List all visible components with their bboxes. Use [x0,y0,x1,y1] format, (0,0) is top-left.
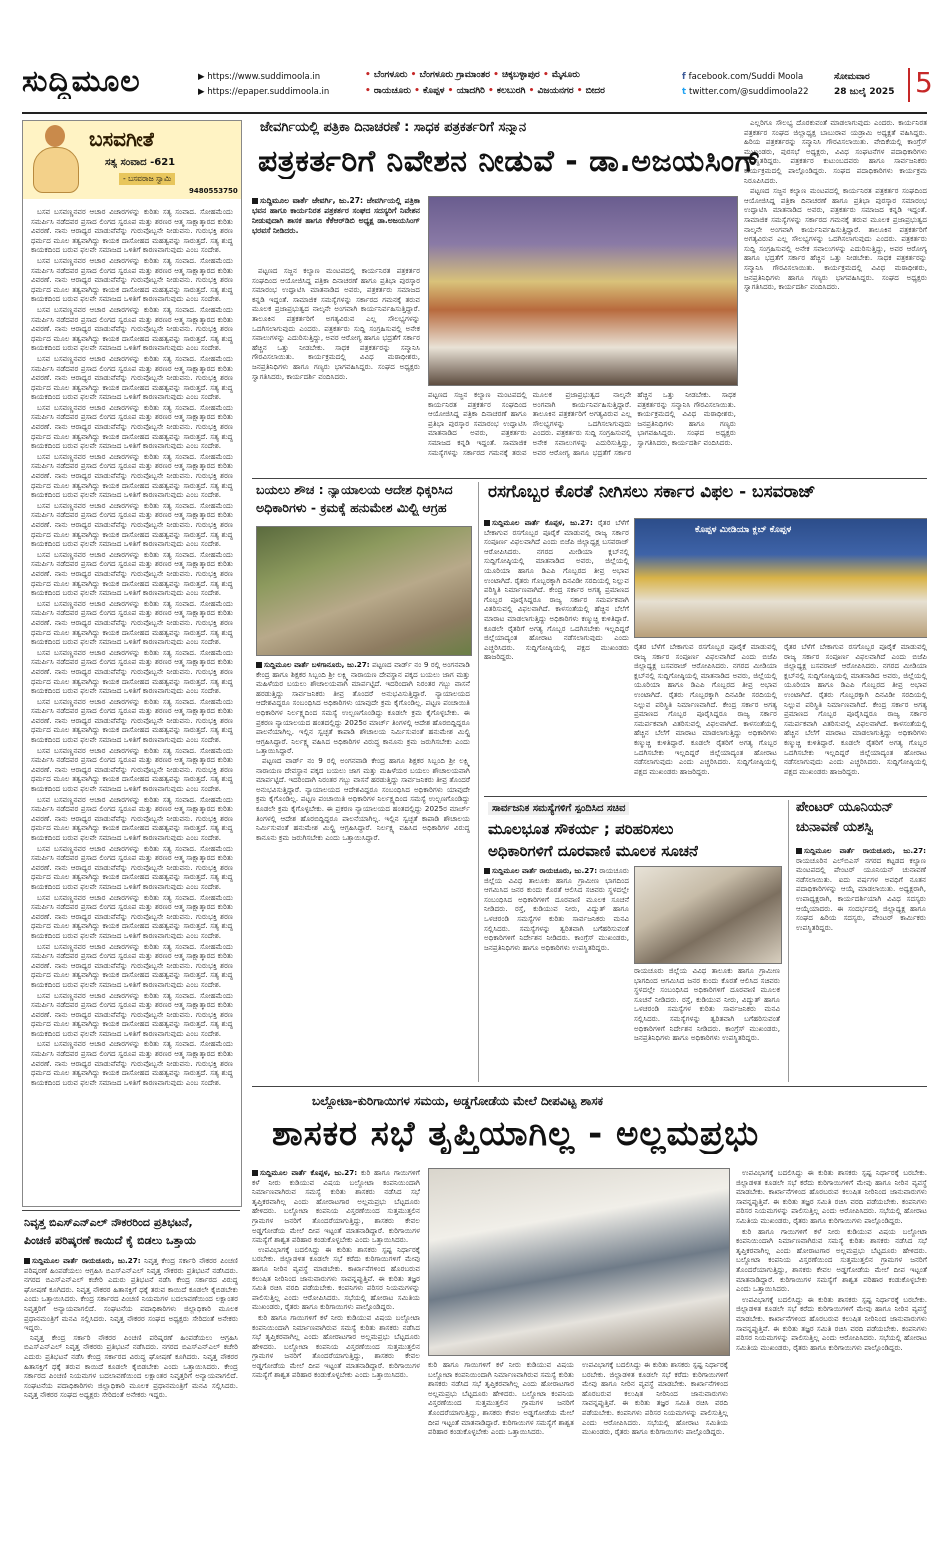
top-lede: ಸುದ್ದಿಮೂಲ ವಾರ್ತೆ ಜೇವರ್ಗಿ, ಜು.27: ಜೇವರ್ಗಿಯಲ್ಲಿ ಪತ್ರಿಕಾ ಭವನ ಹಾಗೂ ಕಾರ್ಯನಿರತ ಪತ್ರಕರ್ತರ ಸಂಘದ ಸದಸ್ಯರಿಗೆ ನಿವೇಶನ ನೀಡುವುದಾಗಿ ಶಾಸಕ ಹಾಗೂ ಕೆಕೆಆರ್‌ಡಿಬಿ ಅಧ್ಯಕ್ಷ ಡಾ.ಅಜಯಸಿಂಗ್ ಭರವಸೆ ನೀಡಿದರು. [252,196,420,235]
masthead-links [198,70,329,100]
nav-item[interactable]: ಬೆಂಗಳೂರು [373,70,408,80]
top-kicker: ಜೇವರ್ಗಿಯಲ್ಲಿ ಪತ್ರಿಕಾ ದಿನಾಚರಣೆ : ಸಾಧಕ ಪತ್ರಕರ್ತರಿಗೆ ಸನ್ಮಾನ [260,120,527,135]
mid-left-kicker: ಬಯಲು ಶೌಚ : ನ್ಯಾಯಾಲಯ ಆದೇಶ ಧಿಕ್ಕರಿಸಿದ [256,482,453,497]
mid-right-body-col3: ರೈತರ ಬೆಳೆಗೆ ಬೇಕಾಗುವ ರಸಗೊಬ್ಬರ ಪೂರೈಕೆ ಮಾಡುವಲ್ಲಿ ರಾಜ್ಯ ಸರ್ಕಾರ ಸಂಪೂರ್ಣ ವಿಫಲವಾಗಿದೆ ಎಂದು ಬಿಜೆಪಿ ಜಿಲ್ಲಾಧ್ಯಕ್ಷ ಬಸವರಾಜ್ ಆರೋಪಿಸಿದರು. ನಗರದ ಮೀಡಿಯಾ ಕ್ಲಬ್‌ನಲ್ಲಿ ಸುದ್ದಿಗೋಷ್ಠಿಯಲ್ಲಿ ಮಾತನಾಡಿದ ಅವರು, ಜಿಲ್ಲೆಯಲ್ಲಿ ಯೂರಿಯಾ ಹಾಗೂ ಡಿಎಪಿ ಗೊಬ್ಬರದ ತೀವ್ರ ಅಭಾವ ಉಂಟಾಗಿದೆ. ರೈತರು ಗೊಬ್ಬರಕ್ಕಾಗಿ ದಿನವಿಡೀ ಸರದಿಯಲ್ಲಿ ನಿಲ್ಲುವ ಪರಿಸ್ಥಿತಿ ನಿರ್ಮಾಣವಾಗಿದೆ. ಕೇಂದ್ರ ಸರ್ಕಾರ ಅಗತ್ಯ ಪ್ರಮಾಣದ ಗೊಬ್ಬರ ಪೂರೈಸಿದ್ದರೂ ರಾಜ್ಯ ಸರ್ಕಾರ ಸಮರ್ಪಕವಾಗಿ ವಿತರಿಸುವಲ್ಲಿ ವಿಫಲವಾಗಿದೆ. ಕಾಳಸಂತೆಯಲ್ಲಿ ಹೆಚ್ಚಿನ ಬೆಲೆಗೆ ಮಾರಾಟ ಮಾಡಲಾಗುತ್ತಿದ್ದು ಅಧಿಕಾರಿಗಳು ಕಣ್ಮುಚ್ಚಿ ಕುಳಿತಿದ್ದಾರೆ. ಕೂಡಲೇ ರೈತರಿಗೆ ಅಗತ್ಯ ಗೊಬ್ಬರ ಒದಗಿಸಬೇಕು ಇಲ್ಲದಿದ್ದರೆ ಜಿಲ್ಲೆಯಾದ್ಯಂತ ಹೋರಾಟ ನಡೆಸಲಾಗುವುದು ಎಂದು ಎಚ್ಚರಿಸಿದರು. ಸುದ್ದಿಗೋಷ್ಠಿಯಲ್ಲಿ ಪಕ್ಷದ ಮುಖಂಡರು ಹಾಜರಿದ್ದರು. [784,642,927,776]
day-label: ಸೋಮವಾರ [834,72,870,82]
mid-left-headline: ಅಧಿಕಾರಿಗಳು - ಕ್ರಮಕ್ಕೆ ಹನುಮೇಶ ಮಿಲ್ಟ್ರಿ ಆಗ್ರಹ [256,500,447,515]
media-club-banner: ಕೊಪ್ಪಳ ಮೀಡಿಯಾ ಕ್ಲಬ್ ಕೊಪ್ಪಳ [695,525,792,535]
website-link[interactable]: ▶ https://www.suddimoola.in [198,72,321,82]
date-block [834,70,894,100]
basava-author: - ಬಸವರಾಜ ಸ್ವಾಮಿ [119,173,175,185]
nav-item[interactable]: ಬೆಂಗಳೂರು ಗ್ರಾಮಾಂತರ [419,70,490,80]
section-rule [252,1086,927,1087]
amenities-body-left: ಸುದ್ದಿಮೂಲ ವಾರ್ತೆ ರಾಯಚೂರು, ಜು.27: ರಾಯಚೂರು ಜಿಲ್ಲೆಯ ವಿವಿಧ ತಾಲೂಕು ಹಾಗೂ ಗ್ರಾಮೀಣ ಭಾಗದಿಂದ ಆಗಮಿಸಿದ ಜನರ ಕುಂದು ಕೊರತೆ ಆಲಿಸಿದ ಸಚಿವರು ಸ್ಥಳದಲ್ಲೇ ಸಂಬಂಧಿಸಿದ ಅಧಿಕಾರಿಗಳಿಗೆ ದೂರವಾಣಿ ಮೂಲಕ ಸೂಚನೆ ನೀಡಿದರು. ರಸ್ತೆ, ಕುಡಿಯುವ ನೀರು, ವಿದ್ಯುತ್ ಹಾಗೂ ಒಳಚರಂಡಿ ಸಮಸ್ಯೆಗಳ ಕುರಿತು ಸಾರ್ವಜನಿಕರು ಮನವಿ ಸಲ್ಲಿಸಿದರು. ಸಮಸ್ಯೆಗಳನ್ನು ತ್ವರಿತವಾಗಿ ಬಗೆಹರಿಸುವಂತೆ ಅಧಿಕಾರಿಗಳಿಗೆ ನಿರ್ದೇಶನ ನೀಡಿದರು. ಕಾಂಗ್ರೆಸ್ ಮುಖಂಡರು, ಜನಪ್ರತಿನಿಧಿಗಳು ಹಾಗೂ ಅಧಿಕಾರಿಗಳು ಉಪಸ್ಥಿತರಿದ್ದರು. [484,866,629,952]
top-body-right: ಎಲ್ಲರಿಗೂ ಸೌಲಭ್ಯ ದೊರಕುವಂತೆ ಮಾಡಲಾಗುವುದು ಎಂದರು. ಕಾರ್ಯನಿರತ ಪತ್ರಕರ್ತರ ಸಂಘದ ಜಿಲ್ಲಾಧ್ಯಕ್ಷ ಬಾಬುರಾವ ಯಡ್ರಾಮಿ ಅಧ್ಯಕ್ಷತೆ ವಹಿಸಿದ್ದರು. ಹಿರಿಯ ಪತ್ರಕರ್ತರನ್ನು ಸನ್ಮಾನಿಸಿ ಗೌರವಿಸಲಾಯಿತು. ವೇದಿಕೆಯಲ್ಲಿ ಕಾಂಗ್ರೆಸ್ ಮುಖಂಡರು, ಪುರಸಭೆ ಅಧ್ಯಕ್ಷರು, ವಿವಿಧ ಸಂಘಟನೆಗಳ ಪದಾಧಿಕಾರಿಗಳು ಉಪಸ್ಥಿತರಿದ್ದರು. ಪತ್ರಕರ್ತರ ಕುಟುಂಬದವರು ಹಾಗೂ ಸಾರ್ವಜನಿಕರು ಕಾರ್ಯಕ್ರಮದಲ್ಲಿ ಪಾಲ್ಗೊಂಡಿದ್ದರು. ಸಂಘದ ಪದಾಧಿಕಾರಿಗಳು ಕಾರ್ಯಕ್ರಮ ನಿರೂಪಿಸಿದರು. ಪಟ್ಟಣದ ಸಜ್ಜನ ಕಲ್ಯಾಣ ಮಂಟಪದಲ್ಲಿ ಕಾರ್ಯನಿರತ ಪತ್ರಕರ್ತರ ಸಂಘದಿಂದ ಆಯೋಜಿಸಿದ್ದ ಪತ್ರಿಕಾ ದಿನಾಚರಣೆ ಹಾಗೂ ಪ್ರತಿಭಾ ಪುರಸ್ಕಾರ ಸಮಾರಂಭ ಉದ್ಘಾಟಿಸಿ ಮಾತನಾಡಿದ ಅವರು, ಪತ್ರಕರ್ತರು ಸಮಾಜದ ಕನ್ನಡಿ ಇದ್ದಂತೆ. ಸಾಮಾಜಿಕ ಸಮಸ್ಯೆಗಳನ್ನು ಸರ್ಕಾರದ ಗಮನಕ್ಕೆ ತರುವ ಮೂಲಕ ಪ್ರಜಾಪ್ರಭುತ್ವದ ನಾಲ್ಕನೇ ಅಂಗವಾಗಿ ಕಾರ್ಯನಿರ್ವಹಿಸುತ್ತಿದ್ದಾರೆ. ತಾಲೂಕಿನ ಪತ್ರಕರ್ತರಿಗೆ ಅಗತ್ಯವಿರುವ ಎಲ್ಲ ಸೌಲಭ್ಯಗಳನ್ನು ಒದಗಿಸಲಾಗುವುದು ಎಂದರು. ಪತ್ರಕರ್ತರು ಸುದ್ದಿ ಸಂಗ್ರಹಿಸುವಲ್ಲಿ ಅನೇಕ ಸವಾಲುಗಳನ್ನು ಎದುರಿಸುತ್ತಿದ್ದು, ಅವರ ಆರೋಗ್ಯ ಹಾಗೂ ಭದ್ರತೆಗೆ ಸರ್ಕಾರ ಹೆಚ್ಚಿನ ಒತ್ತು ನೀಡಬೇಕು. ಸಾಧಕ ಪತ್ರಕರ್ತರನ್ನು ಸನ್ಮಾನಿಸಿ ಗೌರವಿಸಲಾಯಿತು. ಕಾರ್ಯಕ್ರಮದಲ್ಲಿ ವಿವಿಧ ಮಠಾಧೀಶರು, ಜನಪ್ರತಿನಿಧಿಗಳು ಹಾಗೂ ಗಣ್ಯರು ಭಾಗವಹಿಸಿದ್ದರು. ಸಂಘದ ಅಧ್ಯಕ್ಷರು ಸ್ವಾಗತಿಸಿದರು, ಕಾರ್ಯದರ್ಶಿ ವಂದಿಸಿದರು. [744,118,927,292]
amenities-body-right: ರಾಯಚೂರು ಜಿಲ್ಲೆಯ ವಿವಿಧ ತಾಲೂಕು ಹಾಗೂ ಗ್ರಾಮೀಣ ಭಾಗದಿಂದ ಆಗಮಿಸಿದ ಜನರ ಕುಂದು ಕೊರತೆ ಆಲಿಸಿದ ಸಚಿವರು ಸ್ಥಳದಲ್ಲೇ ಸಂಬಂಧಿಸಿದ ಅಧಿಕಾರಿಗಳಿಗೆ ದೂರವಾಣಿ ಮೂಲಕ ಸೂಚನೆ ನೀಡಿದರು. ರಸ್ತೆ, ಕುಡಿಯುವ ನೀರು, ವಿದ್ಯುತ್ ಹಾಗೂ ಒಳಚರಂಡಿ ಸಮಸ್ಯೆಗಳ ಕುರಿತು ಸಾರ್ವಜನಿಕರು ಮನವಿ ಸಲ್ಲಿಸಿದರು. ಸಮಸ್ಯೆಗಳನ್ನು ತ್ವರಿತವಾಗಿ ಬಗೆಹರಿಸುವಂತೆ ಅಧಿಕಾರಿಗಳಿಗೆ ನಿರ್ದೇಶನ ನೀಡಿದರು. ಕಾಂಗ್ರೆಸ್ ಮುಖಂಡರು, ಜನಪ್ರತಿನಿಧಿಗಳು ಹಾಗೂ ಅಧಿಕಾರಿಗಳು ಉಪಸ್ಥಿತರಿದ್ದರು. [634,966,780,1043]
bsnl-article [22,1214,240,1524]
link-icon: ▶ [198,87,208,97]
masthead-bar [22,60,933,110]
facebook-icon: f [682,72,689,82]
nav-row-1: • ಬೆಂಗಳೂರು • ಬೆಂಗಳೂರು ಗ್ರಾಮಾಂತರ • ಚಿಕ್ಕಬಳ್ಳಾಪುರ • ಮೈಸೂರು [365,70,580,80]
amenities-headline-2: ಅಧಿಕಾರಿಗಳಿಗೆ ದೂರವಾಣಿ ಮೂಲಕ ಸೂಚನೆ [488,842,698,860]
amenities-article [484,800,784,1082]
basava-body: ಬಸವ ಬಸವಣ್ಣನವರ ಆಚಾರ ವಿಚಾರಗಳನ್ನು ಕುರಿತು ಸತ್ಯ ಸಂವಾದ. ಸೋಹಮೆಂದು ಸಮರ್ಪಿಸಿ ನಡೆದವರ ಪ್ರಸಾದ ಲಿಂಗದ ಸ್ವರೂಪ ಮತ್ತು ಶರಣರ ಆತ್ಮ ಸಾಕ್ಷಾತ್ಕಾರದ ಕುರಿತು ವಿವರಣೆ. ನಾನು ಆರಾಧ್ಯರ ಮಾಡುವೆವೆನ್ನು ಗುರುವೊಬ್ಬನೇ ನೀಡುವನು. ಗುರುಭಕ್ತಿ ಶರಣ ಧರ್ಮದ ಮೂಲ ತತ್ವವಾಗಿದ್ದು ಕಾಯಕ ದಾಸೋಹದ ಮಹತ್ವವನ್ನು ಸಾರುತ್ತದೆ. ಸತ್ಯ ಶುದ್ಧ ಕಾಯಕದಿಂದ ಬರುವ ಫಲವೇ ಸಮಾಜದ ಒಳಿತಿಗೆ ಕಾರಣವಾಗುವುದು ಎಂಬ ಸಂದೇಶ. ಬಸವ ಬಸವಣ್ಣನವರ ಆಚಾರ ವಿಚಾರಗಳನ್ನು ಕುರಿತು ಸತ್ಯ ಸಂವಾದ. ಸೋಹಮೆಂದು ಸಮರ್ಪಿಸಿ ನಡೆದವರ ಪ್ರಸಾದ ಲಿಂಗದ ಸ್ವರೂಪ ಮತ್ತು ಶರಣರ ಆತ್ಮ ಸಾಕ್ಷಾತ್ಕಾರದ ಕುರಿತು ವಿವರಣೆ. ನಾನು ಆರಾಧ್ಯರ ಮಾಡುವೆವೆನ್ನು ಗುರುವೊಬ್ಬನೇ ನೀಡುವನು. ಗುರುಭಕ್ತಿ ಶರಣ ಧರ್ಮದ ಮೂಲ ತತ್ವವಾಗಿದ್ದು ಕಾಯಕ ದಾಸೋಹದ ಮಹತ್ವವನ್ನು ಸಾರುತ್ತದೆ. ಸತ್ಯ ಶುದ್ಧ ಕಾಯಕದಿಂದ ಬರುವ ಫಲವೇ ಸಮಾಜದ ಒಳಿತಿಗೆ ಕಾರಣವಾಗುವುದು ಎಂಬ ಸಂದೇಶ. ಬಸವ ಬಸವಣ್ಣನವರ ಆಚಾರ ವಿಚಾರಗಳನ್ನು ಕುರಿತು ಸತ್ಯ ಸಂವಾದ. ಸೋಹಮೆಂದು ಸಮರ್ಪಿಸಿ ನಡೆದವರ ಪ್ರಸಾದ ಲಿಂಗದ ಸ್ವರೂಪ ಮತ್ತು ಶರಣರ ಆತ್ಮ ಸಾಕ್ಷಾತ್ಕಾರದ ಕುರಿತು ವಿವರಣೆ. ನಾನು ಆರಾಧ್ಯರ ಮಾಡುವೆವೆನ್ನು ಗುರುವೊಬ್ಬನೇ ನೀಡುವನು. ಗುರುಭಕ್ತಿ ಶರಣ ಧರ್ಮದ ಮೂಲ ತತ್ವವಾಗಿದ್ದು ಕಾಯಕ ದಾಸೋಹದ ಮಹತ್ವವನ್ನು ಸಾರುತ್ತದೆ. ಸತ್ಯ ಶುದ್ಧ ಕಾಯಕದಿಂದ ಬರುವ ಫಲವೇ ಸಮಾಜದ ಒಳಿತಿಗೆ ಕಾರಣವಾಗುವುದು ಎಂಬ ಸಂದೇಶ. ಬಸವ ಬಸವಣ್ಣನವರ ಆಚಾರ ವಿಚಾರಗಳನ್ನು ಕುರಿತು ಸತ್ಯ ಸಂವಾದ. ಸೋಹಮೆಂದು ಸಮರ್ಪಿಸಿ ನಡೆದವರ ಪ್ರಸಾದ ಲಿಂಗದ ಸ್ವರೂಪ ಮತ್ತು ಶರಣರ ಆತ್ಮ ಸಾಕ್ಷಾತ್ಕಾರದ ಕುರಿತು ವಿವರಣೆ. ನಾನು ಆರಾಧ್ಯರ ಮಾಡುವೆವೆನ್ನು ಗುರುವೊಬ್ಬನೇ ನೀಡುವನು. ಗುರುಭಕ್ತಿ ಶರಣ ಧರ್ಮದ ಮೂಲ ತತ್ವವಾಗಿದ್ದು ಕಾಯಕ ದಾಸೋಹದ ಮಹತ್ವವನ್ನು ಸಾರುತ್ತದೆ. ಸತ್ಯ ಶುದ್ಧ ಕಾಯಕದಿಂದ ಬರುವ ಫಲವೇ ಸಮಾಜದ ಒಳಿತಿಗೆ ಕಾರಣವಾಗುವುದು ಎಂಬ ಸಂದೇಶ. ಬಸವ ಬಸವಣ್ಣನವರ ಆಚಾರ ವಿಚಾರಗಳನ್ನು ಕುರಿತು ಸತ್ಯ ಸಂವಾದ. ಸೋಹಮೆಂದು ಸಮರ್ಪಿಸಿ ನಡೆದವರ ಪ್ರಸಾದ ಲಿಂಗದ ಸ್ವರೂಪ ಮತ್ತು ಶರಣರ ಆತ್ಮ ಸಾಕ್ಷಾತ್ಕಾರದ ಕುರಿತು ವಿವರಣೆ. ನಾನು ಆರಾಧ್ಯರ ಮಾಡುವೆವೆನ್ನು ಗುರುವೊಬ್ಬನೇ ನೀಡುವನು. ಗುರುಭಕ್ತಿ ಶರಣ ಧರ್ಮದ ಮೂಲ ತತ್ವವಾಗಿದ್ದು ಕಾಯಕ ದಾಸೋಹದ ಮಹತ್ವವನ್ನು ಸಾರುತ್ತದೆ. ಸತ್ಯ ಶುದ್ಧ ಕಾಯಕದಿಂದ ಬರುವ ಫಲವೇ ಸಮಾಜದ ಒಳಿತಿಗೆ ಕಾರಣವಾಗುವುದು ಎಂಬ ಸಂದೇಶ. ಬಸವ ಬಸವಣ್ಣನವರ ಆಚಾರ ವಿಚಾರಗಳನ್ನು ಕುರಿತು ಸತ್ಯ ಸಂವಾದ. ಸೋಹಮೆಂದು ಸಮರ್ಪಿಸಿ ನಡೆದವರ ಪ್ರಸಾದ ಲಿಂಗದ ಸ್ವರೂಪ ಮತ್ತು ಶರಣರ ಆತ್ಮ ಸಾಕ್ಷಾತ್ಕಾರದ ಕುರಿತು ವಿವರಣೆ. ನಾನು ಆರಾಧ್ಯರ ಮಾಡುವೆವೆನ್ನು ಗುರುವೊಬ್ಬನೇ ನೀಡುವನು. ಗುರುಭಕ್ತಿ ಶರಣ ಧರ್ಮದ ಮೂಲ ತತ್ವವಾಗಿದ್ದು ಕಾಯಕ ದಾಸೋಹದ ಮಹತ್ವವನ್ನು ಸಾರುತ್ತದೆ. ಸತ್ಯ ಶುದ್ಧ ಕಾಯಕದಿಂದ ಬರುವ ಫಲವೇ ಸಮಾಜದ ಒಳಿತಿಗೆ ಕಾರಣವಾಗುವುದು ಎಂಬ ಸಂದೇಶ. ಬಸವ ಬಸವಣ್ಣನವರ ಆಚಾರ ವಿಚಾರಗಳನ್ನು ಕುರಿತು ಸತ್ಯ ಸಂವಾದ. ಸೋಹಮೆಂದು ಸಮರ್ಪಿಸಿ ನಡೆದವರ ಪ್ರಸಾದ ಲಿಂಗದ ಸ್ವರೂಪ ಮತ್ತು ಶರಣರ ಆತ್ಮ ಸಾಕ್ಷಾತ್ಕಾರದ ಕುರಿತು ವಿವರಣೆ. ನಾನು ಆರಾಧ್ಯರ ಮಾಡುವೆವೆನ್ನು ಗುರುವೊಬ್ಬನೇ ನೀಡುವನು. ಗುರುಭಕ್ತಿ ಶರಣ ಧರ್ಮದ ಮೂಲ ತತ್ವವಾಗಿದ್ದು ಕಾಯಕ ದಾಸೋಹದ ಮಹತ್ವವನ್ನು ಸಾರುತ್ತದೆ. ಸತ್ಯ ಶುದ್ಧ ಕಾಯಕದಿಂದ ಬರುವ ಫಲವೇ ಸಮಾಜದ ಒಳಿತಿಗೆ ಕಾರಣವಾಗುವುದು ಎಂಬ ಸಂದೇಶ. ಬಸವ ಬಸವಣ್ಣನವರ ಆಚಾರ ವಿಚಾರಗಳನ್ನು ಕುರಿತು ಸತ್ಯ ಸಂವಾದ. ಸೋಹಮೆಂದು ಸಮರ್ಪಿಸಿ ನಡೆದವರ ಪ್ರಸಾದ ಲಿಂಗದ ಸ್ವರೂಪ ಮತ್ತು ಶರಣರ ಆತ್ಮ ಸಾಕ್ಷಾತ್ಕಾರದ ಕುರಿತು ವಿವರಣೆ. ನಾನು ಆರಾಧ್ಯರ ಮಾಡುವೆವೆನ್ನು ಗುರುವೊಬ್ಬನೇ ನೀಡುವನು. ಗುರುಭಕ್ತಿ ಶರಣ ಧರ್ಮದ ಮೂಲ ತತ್ವವಾಗಿದ್ದು ಕಾಯಕ ದಾಸೋಹದ ಮಹತ್ವವನ್ನು ಸಾರುತ್ತದೆ. ಸತ್ಯ ಶುದ್ಧ ಕಾಯಕದಿಂದ ಬರುವ ಫಲವೇ ಸಮಾಜದ ಒಳಿತಿಗೆ ಕಾರಣವಾಗುವುದು ಎಂಬ ಸಂದೇಶ. ಬಸವ ಬಸವಣ್ಣನವರ ಆಚಾರ ವಿಚಾರಗಳನ್ನು ಕುರಿತು ಸತ್ಯ ಸಂವಾದ. ಸೋಹಮೆಂದು ಸಮರ್ಪಿಸಿ ನಡೆದವರ ಪ್ರಸಾದ ಲಿಂಗದ ಸ್ವರೂಪ ಮತ್ತು ಶರಣರ ಆತ್ಮ ಸಾಕ್ಷಾತ್ಕಾರದ ಕುರಿತು ವಿವರಣೆ. ನಾನು ಆರಾಧ್ಯರ ಮಾಡುವೆವೆನ್ನು ಗುರುವೊಬ್ಬನೇ ನೀಡುವನು. ಗುರುಭಕ್ತಿ ಶರಣ ಧರ್ಮದ ಮೂಲ ತತ್ವವಾಗಿದ್ದು ಕಾಯಕ ದಾಸೋಹದ ಮಹತ್ವವನ್ನು ಸಾರುತ್ತದೆ. ಸತ್ಯ ಶುದ್ಧ ಕಾಯಕದಿಂದ ಬರುವ ಫಲವೇ ಸಮಾಜದ ಒಳಿತಿಗೆ ಕಾರಣವಾಗುವುದು ಎಂಬ ಸಂದೇಶ. ಬಸವ ಬಸವಣ್ಣನವರ ಆಚಾರ ವಿಚಾರಗಳನ್ನು ಕುರಿತು ಸತ್ಯ ಸಂವಾದ. ಸೋಹಮೆಂದು ಸಮರ್ಪಿಸಿ ನಡೆದವರ ಪ್ರಸಾದ ಲಿಂಗದ ಸ್ವರೂಪ ಮತ್ತು ಶರಣರ ಆತ್ಮ ಸಾಕ್ಷಾತ್ಕಾರದ ಕುರಿತು ವಿವರಣೆ. ನಾನು ಆರಾಧ್ಯರ ಮಾಡುವೆವೆನ್ನು ಗುರುವೊಬ್ಬನೇ ನೀಡುವನು. ಗುರುಭಕ್ತಿ ಶರಣ ಧರ್ಮದ ಮೂಲ ತತ್ವವಾಗಿದ್ದು ಕಾಯಕ ದಾಸೋಹದ ಮಹತ್ವವನ್ನು ಸಾರುತ್ತದೆ. ಸತ್ಯ ಶುದ್ಧ ಕಾಯಕದಿಂದ ಬರುವ ಫಲವೇ ಸಮಾಜದ ಒಳಿತಿಗೆ ಕಾರಣವಾಗುವುದು ಎಂಬ ಸಂದೇಶ. ಬಸವ ಬಸವಣ್ಣನವರ ಆಚಾರ ವಿಚಾರಗಳನ್ನು ಕುರಿತು ಸತ್ಯ ಸಂವಾದ. ಸೋಹಮೆಂದು ಸಮರ್ಪಿಸಿ ನಡೆದವರ ಪ್ರಸಾದ ಲಿಂಗದ ಸ್ವರೂಪ ಮತ್ತು ಶರಣರ ಆತ್ಮ ಸಾಕ್ಷಾತ್ಕಾರದ ಕುರಿತು ವಿವರಣೆ. ನಾನು ಆರಾಧ್ಯರ ಮಾಡುವೆವೆನ್ನು ಗುರುವೊಬ್ಬನೇ ನೀಡುವನು. ಗುರುಭಕ್ತಿ ಶರಣ ಧರ್ಮದ ಮೂಲ ತತ್ವವಾಗಿದ್ದು ಕಾಯಕ ದಾಸೋಹದ ಮಹತ್ವವನ್ನು ಸಾರುತ್ತದೆ. ಸತ್ಯ ಶುದ್ಧ ಕಾಯಕದಿಂದ ಬರುವ ಫಲವೇ ಸಮಾಜದ ಒಳಿತಿಗೆ ಕಾರಣವಾಗುವುದು ಎಂಬ ಸಂದೇಶ. ಬಸವ ಬಸವಣ್ಣನವರ ಆಚಾರ ವಿಚಾರಗಳನ್ನು ಕುರಿತು ಸತ್ಯ ಸಂವಾದ. ಸೋಹಮೆಂದು ಸಮರ್ಪಿಸಿ ನಡೆದವರ ಪ್ರಸಾದ ಲಿಂಗದ ಸ್ವರೂಪ ಮತ್ತು ಶರಣರ ಆತ್ಮ ಸಾಕ್ಷಾತ್ಕಾರದ ಕುರಿತು ವಿವರಣೆ. ನಾನು ಆರಾಧ್ಯರ ಮಾಡುವೆವೆನ್ನು ಗುರುವೊಬ್ಬನೇ ನೀಡುವನು. ಗುರುಭಕ್ತಿ ಶರಣ ಧರ್ಮದ ಮೂಲ ತತ್ವವಾಗಿದ್ದು ಕಾಯಕ ದಾಸೋಹದ ಮಹತ್ವವನ್ನು ಸಾರುತ್ತದೆ. ಸತ್ಯ ಶುದ್ಧ ಕಾಯಕದಿಂದ ಬರುವ ಫಲವೇ ಸಮಾಜದ ಒಳಿತಿಗೆ ಕಾರಣವಾಗುವುದು ಎಂಬ ಸಂದೇಶ. ಬಸವ ಬಸವಣ್ಣನವರ ಆಚಾರ ವಿಚಾರಗಳನ್ನು ಕುರಿತು ಸತ್ಯ ಸಂವಾದ. ಸೋಹಮೆಂದು ಸಮರ್ಪಿಸಿ ನಡೆದವರ ಪ್ರಸಾದ ಲಿಂಗದ ಸ್ವರೂಪ ಮತ್ತು ಶರಣರ ಆತ್ಮ ಸಾಕ್ಷಾತ್ಕಾರದ ಕುರಿತು ವಿವರಣೆ. ನಾನು ಆರಾಧ್ಯರ ಮಾಡುವೆವೆನ್ನು ಗುರುವೊಬ್ಬನೇ ನೀಡುವನು. ಗುರುಭಕ್ತಿ ಶರಣ ಧರ್ಮದ ಮೂಲ ತತ್ವವಾಗಿದ್ದು ಕಾಯಕ ದಾಸೋಹದ ಮಹತ್ವವನ್ನು ಸಾರುತ್ತದೆ. ಸತ್ಯ ಶುದ್ಧ ಕಾಯಕದಿಂದ ಬರುವ ಫಲವೇ ಸಮಾಜದ ಒಳಿತಿಗೆ ಕಾರಣವಾಗುವುದು ಎಂಬ ಸಂದೇಶ. ಬಸವ ಬಸವಣ್ಣನವರ ಆಚಾರ ವಿಚಾರಗಳನ್ನು ಕುರಿತು ಸತ್ಯ ಸಂವಾದ. ಸೋಹಮೆಂದು ಸಮರ್ಪಿಸಿ ನಡೆದವರ ಪ್ರಸಾದ ಲಿಂಗದ ಸ್ವರೂಪ ಮತ್ತು ಶರಣರ ಆತ್ಮ ಸಾಕ್ಷಾತ್ಕಾರದ ಕುರಿತು ವಿವರಣೆ. ನಾನು ಆರಾಧ್ಯರ ಮಾಡುವೆವೆನ್ನು ಗುರುವೊಬ್ಬನೇ ನೀಡುವನು. ಗುರುಭಕ್ತಿ ಶರಣ ಧರ್ಮದ ಮೂಲ ತತ್ವವಾಗಿದ್ದು ಕಾಯಕ ದಾಸೋಹದ ಮಹತ್ವವನ್ನು ಸಾರುತ್ತದೆ. ಸತ್ಯ ಶುದ್ಧ ಕಾಯಕದಿಂದ ಬರುವ ಫಲವೇ ಸಮಾಜದ ಒಳಿತಿಗೆ ಕಾರಣವಾಗುವುದು ಎಂಬ ಸಂದೇಶ. ಬಸವ ಬಸವಣ್ಣನವರ ಆಚಾರ ವಿಚಾರಗಳನ್ನು ಕುರಿತು ಸತ್ಯ ಸಂವಾದ. ಸೋಹಮೆಂದು ಸಮರ್ಪಿಸಿ ನಡೆದವರ ಪ್ರಸಾದ ಲಿಂಗದ ಸ್ವರೂಪ ಮತ್ತು ಶರಣರ ಆತ್ಮ ಸಾಕ್ಷಾತ್ಕಾರದ ಕುರಿತು ವಿವರಣೆ. ನಾನು ಆರಾಧ್ಯರ ಮಾಡುವೆವೆನ್ನು ಗುರುವೊಬ್ಬನೇ ನೀಡುವನು. ಗುರುಭಕ್ತಿ ಶರಣ ಧರ್ಮದ ಮೂಲ ತತ್ವವಾಗಿದ್ದು ಕಾಯಕ ದಾಸೋಹದ ಮಹತ್ವವನ್ನು ಸಾರುತ್ತದೆ. ಸತ್ಯ ಶುದ್ಧ ಕಾಯಕದಿಂದ ಬರುವ ಫಲವೇ ಸಮಾಜದ ಒಳಿತಿಗೆ ಕಾರಣವಾಗುವುದು ಎಂಬ ಸಂದೇಶ. ಬಸವ ಬಸವಣ್ಣನವರ ಆಚಾರ ವಿಚಾರಗಳನ್ನು ಕುರಿತು ಸತ್ಯ ಸಂವಾದ. ಸೋಹಮೆಂದು ಸಮರ್ಪಿಸಿ ನಡೆದವರ ಪ್ರಸಾದ ಲಿಂಗದ ಸ್ವರೂಪ ಮತ್ತು ಶರಣರ ಆತ್ಮ ಸಾಕ್ಷಾತ್ಕಾರದ ಕುರಿತು ವಿವರಣೆ. ನಾನು ಆರಾಧ್ಯರ ಮಾಡುವೆವೆನ್ನು ಗುರುವೊಬ್ಬನೇ ನೀಡುವನು. ಗುರುಭಕ್ತಿ ಶರಣ ಧರ್ಮದ ಮೂಲ ತತ್ವವಾಗಿದ್ದು ಕಾಯಕ ದಾಸೋಹದ ಮಹತ್ವವನ್ನು ಸಾರುತ್ತದೆ. ಸತ್ಯ ಶುದ್ಧ ಕಾಯಕದಿಂದ ಬರುವ ಫಲವೇ ಸಮಾಜದ ಒಳಿತಿಗೆ ಕಾರಣವಾಗುವುದು ಎಂಬ ಸಂದೇಶ. ಬಸವ ಬಸವಣ್ಣನವರ ಆಚಾರ ವಿಚಾರಗಳನ್ನು ಕುರಿತು ಸತ್ಯ ಸಂವಾದ. ಸೋಹಮೆಂದು ಸಮರ್ಪಿಸಿ ನಡೆದವರ ಪ್ರಸಾದ ಲಿಂಗದ ಸ್ವರೂಪ ಮತ್ತು ಶರಣರ ಆತ್ಮ ಸಾಕ್ಷಾತ್ಕಾರದ ಕುರಿತು ವಿವರಣೆ. ನಾನು ಆರಾಧ್ಯರ ಮಾಡುವೆವೆನ್ನು ಗುರುವೊಬ್ಬನೇ ನೀಡುವನು. ಗುರುಭಕ್ತಿ ಶರಣ ಧರ್ಮದ ಮೂಲ ತತ್ವವಾಗಿದ್ದು ಕಾಯಕ ದಾಸೋಹದ ಮಹತ್ವವನ್ನು ಸಾರುತ್ತದೆ. ಸತ್ಯ ಶುದ್ಧ ಕಾಯಕದಿಂದ ಬರುವ ಫಲವೇ ಸಮಾಜದ ಒಳಿತಿಗೆ ಕಾರಣವಾಗುವುದು ಎಂಬ ಸಂದೇಶ. ಬಸವ ಬಸವಣ್ಣನವರ ಆಚಾರ ವಿಚಾರಗಳನ್ನು ಕುರಿತು ಸತ್ಯ ಸಂವಾದ. ಸೋಹಮೆಂದು ಸಮರ್ಪಿಸಿ ನಡೆದವರ ಪ್ರಸಾದ ಲಿಂಗದ ಸ್ವರೂಪ ಮತ್ತು ಶರಣರ ಆತ್ಮ ಸಾಕ್ಷಾತ್ಕಾರದ ಕುರಿತು ವಿವರಣೆ. ನಾನು ಆರಾಧ್ಯರ ಮಾಡುವೆವೆನ್ನು ಗುರುವೊಬ್ಬನೇ ನೀಡುವನು. ಗುರುಭಕ್ತಿ ಶರಣ ಧರ್ಮದ ಮೂಲ ತತ್ವವಾಗಿದ್ದು ಕಾಯಕ ದಾಸೋಹದ ಮಹತ್ವವನ್ನು ಸಾರುತ್ತದೆ. ಸತ್ಯ ಶುದ್ಧ ಕಾಯಕದಿಂದ ಬರುವ ಫಲವೇ ಸಮಾಜದ ಒಳಿತಿಗೆ ಕಾರಣವಾಗುವುದು ಎಂಬ ಸಂದೇಶ. [31,207,233,1087]
social-links [682,70,809,100]
date-label: 28 ಜುಲೈ 2025 [834,87,895,97]
mid-right-body-col2: ರೈತರ ಬೆಳೆಗೆ ಬೇಕಾಗುವ ರಸಗೊಬ್ಬರ ಪೂರೈಕೆ ಮಾಡುವಲ್ಲಿ ರಾಜ್ಯ ಸರ್ಕಾರ ಸಂಪೂರ್ಣ ವಿಫಲವಾಗಿದೆ ಎಂದು ಬಿಜೆಪಿ ಜಿಲ್ಲಾಧ್ಯಕ್ಷ ಬಸವರಾಜ್ ಆರೋಪಿಸಿದರು. ನಗರದ ಮೀಡಿಯಾ ಕ್ಲಬ್‌ನಲ್ಲಿ ಸುದ್ದಿಗೋಷ್ಠಿಯಲ್ಲಿ ಮಾತನಾಡಿದ ಅವರು, ಜಿಲ್ಲೆಯಲ್ಲಿ ಯೂರಿಯಾ ಹಾಗೂ ಡಿಎಪಿ ಗೊಬ್ಬರದ ತೀವ್ರ ಅಭಾವ ಉಂಟಾಗಿದೆ. ರೈತರು ಗೊಬ್ಬರಕ್ಕಾಗಿ ದಿನವಿಡೀ ಸರದಿಯಲ್ಲಿ ನಿಲ್ಲುವ ಪರಿಸ್ಥಿತಿ ನಿರ್ಮಾಣವಾಗಿದೆ. ಕೇಂದ್ರ ಸರ್ಕಾರ ಅಗತ್ಯ ಪ್ರಮಾಣದ ಗೊಬ್ಬರ ಪೂರೈಸಿದ್ದರೂ ರಾಜ್ಯ ಸರ್ಕಾರ ಸಮರ್ಪಕವಾಗಿ ವಿತರಿಸುವಲ್ಲಿ ವಿಫಲವಾಗಿದೆ. ಕಾಳಸಂತೆಯಲ್ಲಿ ಹೆಚ್ಚಿನ ಬೆಲೆಗೆ ಮಾರಾಟ ಮಾಡಲಾಗುತ್ತಿದ್ದು ಅಧಿಕಾರಿಗಳು ಕಣ್ಮುಚ್ಚಿ ಕುಳಿತಿದ್ದಾರೆ. ಕೂಡಲೇ ರೈತರಿಗೆ ಅಗತ್ಯ ಗೊಬ್ಬರ ಒದಗಿಸಬೇಕು ಇಲ್ಲದಿದ್ದರೆ ಜಿಲ್ಲೆಯಾದ್ಯಂತ ಹೋರಾಟ ನಡೆಸಲಾಗುವುದು ಎಂದು ಎಚ್ಚರಿಸಿದರು. ಸುದ್ದಿಗೋಷ್ಠಿಯಲ್ಲಿ ಪಕ್ಷದ ಮುಖಂಡರು ಹಾಜರಿದ್ದರು. [634,642,777,776]
top-article [252,118,927,476]
facebook-link[interactable]: f facebook.com/Suddi Moola [682,72,804,82]
nav-item[interactable]: ಚಿಕ್ಕಬಳ್ಳಾಪುರ [502,70,540,80]
basava-box [22,120,242,1207]
bottom-byline: ಸುದ್ದಿಮೂಲ ವಾರ್ತೆ ಕೊಪ್ಪಳ, ಜು.27: [252,1168,357,1177]
mid-right-headline: ರಸಗೊಬ್ಬರ ಕೊರತೆ ನೀಗಿಸಲು ಸರ್ಕಾರ ವಿಫಲ - ಬಸವರಾಜ್ [488,482,816,502]
meeting-photo [428,1168,730,1356]
nav-item[interactable]: ಕಲಬುರಗಿ [496,86,526,96]
bottom-headline: ಶಾಸಕರ ಸಭೆ ತೃಪ್ತಿಯಾಗಿಲ್ಲ - ಅಲ್ಲಮಪ್ರಭು [272,1114,760,1154]
painter-headline-2: ಚುನಾವಣೆ ಯಶಸ್ವಿ [796,820,874,835]
basava-header [23,121,241,199]
bsnl-headline-2: ಪಿಂಚಣಿ ಪರಿಷ್ಕರಣೆ ಕಾಯಿದೆ ಕೈ ಬಿಡಲು ಒತ್ತಾಯ [24,1234,196,1247]
mid-right-article [484,482,927,792]
bottom-kicker: ಬಲ್ದೋಟಾ-ಕುರಿಗಾಯಿಗಳ ಸಮಯ, ಅಡ್ಡಗೋಡೆಯ ಮೇಲೆ ದೀಪವಿಟ್ಟ ಶಾಸಕ [312,1094,604,1108]
mid-right-body-col1: ಸುದ್ದಿಮೂಲ ವಾರ್ತೆ ಕೊಪ್ಪಳ, ಜು.27: ರೈತರ ಬೆಳೆಗೆ ಬೇಕಾಗುವ ರಸಗೊಬ್ಬರ ಪೂರೈಕೆ ಮಾಡುವಲ್ಲಿ ರಾಜ್ಯ ಸರ್ಕಾರ ಸಂಪೂರ್ಣ ವಿಫಲವಾಗಿದೆ ಎಂದು ಬಿಜೆಪಿ ಜಿಲ್ಲಾಧ್ಯಕ್ಷ ಬಸವರಾಜ್ ಆರೋಪಿಸಿದರು. ನಗರದ ಮೀಡಿಯಾ ಕ್ಲಬ್‌ನಲ್ಲಿ ಸುದ್ದಿಗೋಷ್ಠಿಯಲ್ಲಿ ಮಾತನಾಡಿದ ಅವರು, ಜಿಲ್ಲೆಯಲ್ಲಿ ಯೂರಿಯಾ ಹಾಗೂ ಡಿಎಪಿ ಗೊಬ್ಬರದ ತೀವ್ರ ಅಭಾವ ಉಂಟಾಗಿದೆ. ರೈತರು ಗೊಬ್ಬರಕ್ಕಾಗಿ ದಿನವಿಡೀ ಸರದಿಯಲ್ಲಿ ನಿಲ್ಲುವ ಪರಿಸ್ಥಿತಿ ನಿರ್ಮಾಣವಾಗಿದೆ. ಕೇಂದ್ರ ಸರ್ಕಾರ ಅಗತ್ಯ ಪ್ರಮಾಣದ ಗೊಬ್ಬರ ಪೂರೈಸಿದ್ದರೂ ರಾಜ್ಯ ಸರ್ಕಾರ ಸಮರ್ಪಕವಾಗಿ ವಿತರಿಸುವಲ್ಲಿ ವಿಫಲವಾಗಿದೆ. ಕಾಳಸಂತೆಯಲ್ಲಿ ಹೆಚ್ಚಿನ ಬೆಲೆಗೆ ಮಾರಾಟ ಮಾಡಲಾಗುತ್ತಿದ್ದು ಅಧಿಕಾರಿಗಳು ಕಣ್ಮುಚ್ಚಿ ಕುಳಿತಿದ್ದಾರೆ. ಕೂಡಲೇ ರೈತರಿಗೆ ಅಗತ್ಯ ಗೊಬ್ಬರ ಒದಗಿಸಬೇಕು ಇಲ್ಲದಿದ್ದರೆ ಜಿಲ್ಲೆಯಾದ್ಯಂತ ಹೋರಾಟ ನಡೆಸಲಾಗುವುದು ಎಂದು ಎಚ್ಚರಿಸಿದರು. ಸುದ್ದಿಗೋಷ್ಠಿಯಲ್ಲಿ ಪಕ್ಷದ ಮುಖಂಡರು ಹಾಜರಿದ್ದರು. [484,518,629,662]
basava-phone: 9480553750 [189,187,238,195]
roadside-photo [256,526,472,656]
bottom-body-col3: ಉಪವಿಭಾಗಕ್ಕೆ ಬದಲಿಸಿದ್ದು ಈ ಕುರಿತು ಶಾಸಕರು ಸ್ಪಷ್ಟ ನಿರ್ಧಾರಕ್ಕೆ ಬರಬೇಕು. ಜಿಲ್ಲಾಡಳಿತ ಕೂಡಲೇ ಸಭೆ ಕರೆದು ಕುರಿಗಾಯಿಗಳಿಗೆ ಮೇವು ಹಾಗೂ ನೀರಿನ ವ್ಯವಸ್ಥೆ ಮಾಡಬೇಕು. ಕಾರ್ಖಾನೆಗಳಿಂದ ಹೊರಬರುವ ಕಲುಷಿತ ನೀರಿನಿಂದ ಜಾನುವಾರುಗಳು ಸಾವನ್ನಪ್ಪುತ್ತಿವೆ. ಈ ಕುರಿತು ತಜ್ಞರ ಸಮಿತಿ ರಚಿಸಿ ವರದಿ ಪಡೆಯಬೇಕು. ಕಂಪನಿಗಳು ಪರಿಸರ ನಿಯಮಗಳನ್ನು ಪಾಲಿಸುತ್ತಿಲ್ಲ ಎಂದು ಆರೋಪಿಸಿದರು. ಸಭೆಯಲ್ಲಿ ಹೋರಾಟ ಸಮಿತಿಯ ಮುಖಂಡರು, ರೈತರು ಹಾಗೂ ಕುರಿಗಾಯಿಗಳು ಪಾಲ್ಗೊಂಡಿದ್ದರು. [582,1360,728,1437]
saint-figure-icon [29,125,81,195]
twitter-icon: t [682,87,690,97]
press-meet-photo [634,518,927,638]
bottom-article [252,1090,927,1525]
minister-photo [634,866,782,964]
page-divider [908,68,910,102]
section-rule [252,478,927,479]
bottom-body-col2: ಕುರಿ ಹಾಗೂ ಗಾಯಿಗಳಿಗೆ ಕಳೆ ನೀರು ಕುಡಿಯುವ ವಿಷಯ ಬಲ್ದೋಟಾ ಕಂಪನಿಯಿಂದಾಗಿ ನಿರ್ಮಾಣವಾಗಿರುವ ಸಮಸ್ಯೆ ಕುರಿತು ಶಾಸಕರು ನಡೆಸಿದ ಸಭೆ ತೃಪ್ತಿಕರವಾಗಿಲ್ಲ ಎಂದು ಹೋರಾಟಗಾರ ಅಲ್ಲಮಪ್ರಭು ಬೆಟ್ಟದೂರು ಹೇಳಿದರು. ಬಲ್ದೋಟಾ ಕಂಪನಿಯ ವಿಸ್ತರಣೆಯಿಂದ ಸುತ್ತಮುತ್ತಲಿನ ಗ್ರಾಮಗಳ ಜನರಿಗೆ ತೊಂದರೆಯಾಗುತ್ತಿದ್ದು, ಶಾಸಕರು ಕೇವಲ ಅಡ್ಡಗೋಡೆಯ ಮೇಲೆ ದೀಪ ಇಟ್ಟಂತೆ ಮಾತನಾಡಿದ್ದಾರೆ. ಕುರಿಗಾಯಿಗಳ ಸಮಸ್ಯೆಗೆ ಶಾಶ್ವತ ಪರಿಹಾರ ಕಂಡುಕೊಳ್ಳಬೇಕು ಎಂದು ಒತ್ತಾಯಿಸಿದರು. [428,1360,574,1437]
painter-body: ಸುದ್ದಿಮೂಲ ವಾರ್ತೆ ರಾಯಚೂರು, ಜು.27: ರಾಯಚೂರಿನ ಎಲ್‌ಬಿಎಸ್ ನಗರದ ಕಟ್ಟಡದ ಕಲ್ಯಾಣ ಮಂಟಪದಲ್ಲಿ ಪೇಂಟರ್ ಯೂನಿಯನ್ ಚುನಾವಣೆ ನಡೆಸಲಾಯಿತು. ಐದು ವರ್ಷಗಳ ಅವಧಿಗೆ ನೂತನ ಪದಾಧಿಕಾರಿಗಳನ್ನು ಆಯ್ಕೆ ಮಾಡಲಾಯಿತು. ಅಧ್ಯಕ್ಷರಾಗಿ, ಉಪಾಧ್ಯಕ್ಷರಾಗಿ, ಕಾರ್ಯದರ್ಶಿಯಾಗಿ ವಿವಿಧ ಸದಸ್ಯರು ಆಯ್ಕೆಯಾದರು. ಈ ಸಂದರ್ಭದಲ್ಲಿ ಜಿಲ್ಲಾಧ್ಯಕ್ಷ ಹಾಗೂ ಸಂಘದ ಹಿರಿಯ ಸದಸ್ಯರು, ಪೇಂಟರ್ ಕಾರ್ಮಿಕರು ಉಪಸ್ಥಿತರಿದ್ದರು. [796,846,926,932]
amenities-byline: ಸುದ್ದಿಮೂಲ ವಾರ್ತೆ ರಾಯಚೂರು, ಜು.27: [484,866,597,875]
bsnl-body: ಸುದ್ದಿಮೂಲ ವಾರ್ತೆ ರಾಯಚೂರು, ಜು.27: ನಿವೃತ್ತ ಕೇಂದ್ರ ಸರ್ಕಾರಿ ನೌಕರರ ಪಿಂಚಣಿ ಪರಿಷ್ಕರಣೆ ಹಿಂಪಡೆಯಲು ಆಗ್ರಹಿಸಿ ಬಿಎಸ್‌ಎನ್‌ಎಲ್ ನಿವೃತ್ತ ನೌಕರರು ಪ್ರತಿಭಟನೆ ನಡೆಸಿದರು. ನಗರದ ಬಿಎಸ್‌ಎನ್‌ಎಲ್ ಕಚೇರಿ ಎದುರು ಪ್ರತಿಭಟನೆ ನಡೆಸಿ ಕೇಂದ್ರ ಸರ್ಕಾರದ ವಿರುದ್ಧ ಘೋಷಣೆ ಕೂಗಿದರು. ನಿವೃತ್ತ ನೌಕರರ ಹಿತಾಸಕ್ತಿಗೆ ಧಕ್ಕೆ ತರುವ ಕಾಯಿದೆ ಕೂಡಲೇ ಕೈಬಿಡಬೇಕು ಎಂದು ಒತ್ತಾಯಿಸಿದರು. ಕೇಂದ್ರ ಸರ್ಕಾರದ ಪಿಂಚಣಿ ನಿಯಮಗಳ ಬದಲಾವಣೆಯಿಂದ ಲಕ್ಷಾಂತರ ನಿವೃತ್ತರಿಗೆ ಅನ್ಯಾಯವಾಗಲಿದೆ. ಸಂಘಟನೆಯ ಪದಾಧಿಕಾರಿಗಳು ಜಿಲ್ಲಾಧಿಕಾರಿ ಮೂಲಕ ಪ್ರಧಾನಮಂತ್ರಿಗೆ ಮನವಿ ಸಲ್ಲಿಸಿದರು. ನಿವೃತ್ತ ನೌಕರರ ಸಂಘದ ಅಧ್ಯಕ್ಷರು ಸೇರಿದಂತೆ ಅನೇಕರು ಇದ್ದರು. ನಿವೃತ್ತ ಕೇಂದ್ರ ಸರ್ಕಾರಿ ನೌಕರರ ಪಿಂಚಣಿ ಪರಿಷ್ಕರಣೆ ಹಿಂಪಡೆಯಲು ಆಗ್ರಹಿಸಿ ಬಿಎಸ್‌ಎನ್‌ಎಲ್ ನಿವೃತ್ತ ನೌಕರರು ಪ್ರತಿಭಟನೆ ನಡೆಸಿದರು. ನಗರದ ಬಿಎಸ್‌ಎನ್‌ಎಲ್ ಕಚೇರಿ ಎದುರು ಪ್ರತಿಭಟನೆ ನಡೆಸಿ ಕೇಂದ್ರ ಸರ್ಕಾರದ ವಿರುದ್ಧ ಘೋಷಣೆ ಕೂಗಿದರು. ನಿವೃತ್ತ ನೌಕರರ ಹಿತಾಸಕ್ತಿಗೆ ಧಕ್ಕೆ ತರುವ ಕಾಯಿದೆ ಕೂಡಲೇ ಕೈಬಿಡಬೇಕು ಎಂದು ಒತ್ತಾಯಿಸಿದರು. ಕೇಂದ್ರ ಸರ್ಕಾರದ ಪಿಂಚಣಿ ನಿಯಮಗಳ ಬದಲಾವಣೆಯಿಂದ ಲಕ್ಷಾಂತರ ನಿವೃತ್ತರಿಗೆ ಅನ್ಯಾಯವಾಗಲಿದೆ. ಸಂಘಟನೆಯ ಪದಾಧಿಕಾರಿಗಳು ಜಿಲ್ಲಾಧಿಕಾರಿ ಮೂಲಕ ಪ್ರಧಾನಮಂತ್ರಿಗೆ ಮನವಿ ಸಲ್ಲಿಸಿದರು. ನಿವೃತ್ತ ನೌಕರರ ಸಂಘದ ಅಧ್ಯಕ್ಷರು ಸೇರಿದಂತೆ ಅನೇಕರು ಇದ್ದರು. [24,1256,238,1400]
painter-headline-1: ಪೇಂಟರ್ ಯೂನಿಯನ್ [796,800,894,815]
ceremony-photo [428,196,738,386]
basava-subtitle: ಸತ್ಯ ಸಂವಾದ -621 [105,157,176,168]
mid-left-article [252,482,474,1082]
top-body-under-photo: ಪಟ್ಟಣದ ಸಜ್ಜನ ಕಲ್ಯಾಣ ಮಂಟಪದಲ್ಲಿ ಕಾರ್ಯನಿರತ ಪತ್ರಕರ್ತರ ಸಂಘದಿಂದ ಆಯೋಜಿಸಿದ್ದ ಪತ್ರಿಕಾ ದಿನಾಚರಣೆ ಹಾಗೂ ಪ್ರತಿಭಾ ಪುರಸ್ಕಾರ ಸಮಾರಂಭ ಉದ್ಘಾಟಿಸಿ ಮಾತನಾಡಿದ ಅವರು, ಪತ್ರಕರ್ತರು ಸಮಾಜದ ಕನ್ನಡಿ ಇದ್ದಂತೆ. ಸಾಮಾಜಿಕ ಸಮಸ್ಯೆಗಳನ್ನು ಸರ್ಕಾರದ ಗಮನಕ್ಕೆ ತರುವ ಮೂಲಕ ಪ್ರಜಾಪ್ರಭುತ್ವದ ನಾಲ್ಕನೇ ಅಂಗವಾಗಿ ಕಾರ್ಯನಿರ್ವಹಿಸುತ್ತಿದ್ದಾರೆ. ತಾಲೂಕಿನ ಪತ್ರಕರ್ತರಿಗೆ ಅಗತ್ಯವಿರುವ ಎಲ್ಲ ಸೌಲಭ್ಯಗಳನ್ನು ಒದಗಿಸಲಾಗುವುದು ಎಂದರು. ಪತ್ರಕರ್ತರು ಸುದ್ದಿ ಸಂಗ್ರಹಿಸುವಲ್ಲಿ ಅನೇಕ ಸವಾಲುಗಳನ್ನು ಎದುರಿಸುತ್ತಿದ್ದು, ಅವರ ಆರೋಗ್ಯ ಹಾಗೂ ಭದ್ರತೆಗೆ ಸರ್ಕಾರ ಹೆಚ್ಚಿನ ಒತ್ತು ನೀಡಬೇಕು. ಸಾಧಕ ಪತ್ರಕರ್ತರನ್ನು ಸನ್ಮಾನಿಸಿ ಗೌರವಿಸಲಾಯಿತು. ಕಾರ್ಯಕ್ರಮದಲ್ಲಿ ವಿವಿಧ ಮಠಾಧೀಶರು, ಜನಪ್ರತಿನಿಧಿಗಳು ಹಾಗೂ ಗಣ್ಯರು ಭಾಗವಹಿಸಿದ್ದರು. ಸಂಘದ ಅಧ್ಯಕ್ಷರು ಸ್ವಾಗತಿಸಿದರು, ಕಾರ್ಯದರ್ಶಿ ವಂದಿಸಿದರು. [428,390,736,457]
top-byline: ಸುದ್ದಿಮೂಲ ವಾರ್ತೆ ಜೇವರ್ಗಿ, ಜು.27: [252,196,363,205]
link-icon: ▶ [198,72,208,82]
top-body-left: ಪಟ್ಟಣದ ಸಜ್ಜನ ಕಲ್ಯಾಣ ಮಂಟಪದಲ್ಲಿ ಕಾರ್ಯನಿರತ ಪತ್ರಕರ್ತರ ಸಂಘದಿಂದ ಆಯೋಜಿಸಿದ್ದ ಪತ್ರಿಕಾ ದಿನಾಚರಣೆ ಹಾಗೂ ಪ್ರತಿಭಾ ಪುರಸ್ಕಾರ ಸಮಾರಂಭ ಉದ್ಘಾಟಿಸಿ ಮಾತನಾಡಿದ ಅವರು, ಪತ್ರಕರ್ತರು ಸಮಾಜದ ಕನ್ನಡಿ ಇದ್ದಂತೆ. ಸಾಮಾಜಿಕ ಸಮಸ್ಯೆಗಳನ್ನು ಸರ್ಕಾರದ ಗಮನಕ್ಕೆ ತರುವ ಮೂಲಕ ಪ್ರಜಾಪ್ರಭುತ್ವದ ನಾಲ್ಕನೇ ಅಂಗವಾಗಿ ಕಾರ್ಯನಿರ್ವಹಿಸುತ್ತಿದ್ದಾರೆ. ತಾಲೂಕಿನ ಪತ್ರಕರ್ತರಿಗೆ ಅಗತ್ಯವಿರುವ ಎಲ್ಲ ಸೌಲಭ್ಯಗಳನ್ನು ಒದಗಿಸಲಾಗುವುದು ಎಂದರು. ಪತ್ರಕರ್ತರು ಸುದ್ದಿ ಸಂಗ್ರಹಿಸುವಲ್ಲಿ ಅನೇಕ ಸವಾಲುಗಳನ್ನು ಎದುರಿಸುತ್ತಿದ್ದು, ಅವರ ಆರೋಗ್ಯ ಹಾಗೂ ಭದ್ರತೆಗೆ ಸರ್ಕಾರ ಹೆಚ್ಚಿನ ಒತ್ತು ನೀಡಬೇಕು. ಸಾಧಕ ಪತ್ರಕರ್ತರನ್ನು ಸನ್ಮಾನಿಸಿ ಗೌರವಿಸಲಾಯಿತು. ಕಾರ್ಯಕ್ರಮದಲ್ಲಿ ವಿವಿಧ ಮಠಾಧೀಶರು, ಜನಪ್ರತಿನಿಧಿಗಳು ಹಾಗೂ ಗಣ್ಯರು ಭಾಗವಹಿಸಿದ್ದರು. ಸಂಘದ ಅಧ್ಯಕ್ಷರು ಸ್ವಾಗತಿಸಿದರು, ಕಾರ್ಯದರ್ಶಿ ವಂದಿಸಿದರು. [252,266,420,381]
header-rule [22,112,927,114]
column-rule [788,800,789,1082]
bottom-body-col1: ಸುದ್ದಿಮೂಲ ವಾರ್ತೆ ಕೊಪ್ಪಳ, ಜು.27: ಕುರಿ ಹಾಗೂ ಗಾಯಿಗಳಿಗೆ ಕಳೆ ನೀರು ಕುಡಿಯುವ ವಿಷಯ ಬಲ್ದೋಟಾ ಕಂಪನಿಯಿಂದಾಗಿ ನಿರ್ಮಾಣವಾಗಿರುವ ಸಮಸ್ಯೆ ಕುರಿತು ಶಾಸಕರು ನಡೆಸಿದ ಸಭೆ ತೃಪ್ತಿಕರವಾಗಿಲ್ಲ ಎಂದು ಹೋರಾಟಗಾರ ಅಲ್ಲಮಪ್ರಭು ಬೆಟ್ಟದೂರು ಹೇಳಿದರು. ಬಲ್ದೋಟಾ ಕಂಪನಿಯ ವಿಸ್ತರಣೆಯಿಂದ ಸುತ್ತಮುತ್ತಲಿನ ಗ್ರಾಮಗಳ ಜನರಿಗೆ ತೊಂದರೆಯಾಗುತ್ತಿದ್ದು, ಶಾಸಕರು ಕೇವಲ ಅಡ್ಡಗೋಡೆಯ ಮೇಲೆ ದೀಪ ಇಟ್ಟಂತೆ ಮಾತನಾಡಿದ್ದಾರೆ. ಕುರಿಗಾಯಿಗಳ ಸಮಸ್ಯೆಗೆ ಶಾಶ್ವತ ಪರಿಹಾರ ಕಂಡುಕೊಳ್ಳಬೇಕು ಎಂದು ಒತ್ತಾಯಿಸಿದರು. ಉಪವಿಭಾಗಕ್ಕೆ ಬದಲಿಸಿದ್ದು ಈ ಕುರಿತು ಶಾಸಕರು ಸ್ಪಷ್ಟ ನಿರ್ಧಾರಕ್ಕೆ ಬರಬೇಕು. ಜಿಲ್ಲಾಡಳಿತ ಕೂಡಲೇ ಸಭೆ ಕರೆದು ಕುರಿಗಾಯಿಗಳಿಗೆ ಮೇವು ಹಾಗೂ ನೀರಿನ ವ್ಯವಸ್ಥೆ ಮಾಡಬೇಕು. ಕಾರ್ಖಾನೆಗಳಿಂದ ಹೊರಬರುವ ಕಲುಷಿತ ನೀರಿನಿಂದ ಜಾನುವಾರುಗಳು ಸಾವನ್ನಪ್ಪುತ್ತಿವೆ. ಈ ಕುರಿತು ತಜ್ಞರ ಸಮಿತಿ ರಚಿಸಿ ವರದಿ ಪಡೆಯಬೇಕು. ಕಂಪನಿಗಳು ಪರಿಸರ ನಿಯಮಗಳನ್ನು ಪಾಲಿಸುತ್ತಿಲ್ಲ ಎಂದು ಆರೋಪಿಸಿದರು. ಸಭೆಯಲ್ಲಿ ಹೋರಾಟ ಸಮಿತಿಯ ಮುಖಂಡರು, ರೈತರು ಹಾಗೂ ಕುರಿಗಾಯಿಗಳು ಪಾಲ್ಗೊಂಡಿದ್ದರು. ಕುರಿ ಹಾಗೂ ಗಾಯಿಗಳಿಗೆ ಕಳೆ ನೀರು ಕುಡಿಯುವ ವಿಷಯ ಬಲ್ದೋಟಾ ಕಂಪನಿಯಿಂದಾಗಿ ನಿರ್ಮಾಣವಾಗಿರುವ ಸಮಸ್ಯೆ ಕುರಿತು ಶಾಸಕರು ನಡೆಸಿದ ಸಭೆ ತೃಪ್ತಿಕರವಾಗಿಲ್ಲ ಎಂದು ಹೋರಾಟಗಾರ ಅಲ್ಲಮಪ್ರಭು ಬೆಟ್ಟದೂರು ಹೇಳಿದರು. ಬಲ್ದೋಟಾ ಕಂಪನಿಯ ವಿಸ್ತರಣೆಯಿಂದ ಸುತ್ತಮುತ್ತಲಿನ ಗ್ರಾಮಗಳ ಜನರಿಗೆ ತೊಂದರೆಯಾಗುತ್ತಿದ್ದು, ಶಾಸಕರು ಕೇವಲ ಅಡ್ಡಗೋಡೆಯ ಮೇಲೆ ದೀಪ ಇಟ್ಟಂತೆ ಮಾತನಾಡಿದ್ದಾರೆ. ಕುರಿಗಾಯಿಗಳ ಸಮಸ್ಯೆಗೆ ಶಾಶ್ವತ ಪರಿಹಾರ ಕಂಡುಕೊಳ್ಳಬೇಕು ಎಂದು ಒತ್ತಾಯಿಸಿದರು. [252,1168,420,1380]
mid-right-byline: ಸುದ್ದಿಮೂಲ ವಾರ್ತೆ ಕೊಪ್ಪಳ, ಜು.27: [484,518,593,527]
nav-item[interactable]: ಬೀದರ [585,86,605,96]
nav-item[interactable]: ವಿಜಯನಗರ [537,86,574,96]
nav-item[interactable]: ರಾಯಚೂರು [373,86,411,96]
nav-item[interactable]: ಕೊಪ್ಪಳ [423,86,445,96]
bottom-body-col4: ಉಪವಿಭಾಗಕ್ಕೆ ಬದಲಿಸಿದ್ದು ಈ ಕುರಿತು ಶಾಸಕರು ಸ್ಪಷ್ಟ ನಿರ್ಧಾರಕ್ಕೆ ಬರಬೇಕು. ಜಿಲ್ಲಾಡಳಿತ ಕೂಡಲೇ ಸಭೆ ಕರೆದು ಕುರಿಗಾಯಿಗಳಿಗೆ ಮೇವು ಹಾಗೂ ನೀರಿನ ವ್ಯವಸ್ಥೆ ಮಾಡಬೇಕು. ಕಾರ್ಖಾನೆಗಳಿಂದ ಹೊರಬರುವ ಕಲುಷಿತ ನೀರಿನಿಂದ ಜಾನುವಾರುಗಳು ಸಾವನ್ನಪ್ಪುತ್ತಿವೆ. ಈ ಕುರಿತು ತಜ್ಞರ ಸಮಿತಿ ರಚಿಸಿ ವರದಿ ಪಡೆಯಬೇಕು. ಕಂಪನಿಗಳು ಪರಿಸರ ನಿಯಮಗಳನ್ನು ಪಾಲಿಸುತ್ತಿಲ್ಲ ಎಂದು ಆರೋಪಿಸಿದರು. ಸಭೆಯಲ್ಲಿ ಹೋರಾಟ ಸಮಿತಿಯ ಮುಖಂಡರು, ರೈತರು ಹಾಗೂ ಕುರಿಗಾಯಿಗಳು ಪಾಲ್ಗೊಂಡಿದ್ದರು. ಕುರಿ ಹಾಗೂ ಗಾಯಿಗಳಿಗೆ ಕಳೆ ನೀರು ಕುಡಿಯುವ ವಿಷಯ ಬಲ್ದೋಟಾ ಕಂಪನಿಯಿಂದಾಗಿ ನಿರ್ಮಾಣವಾಗಿರುವ ಸಮಸ್ಯೆ ಕುರಿತು ಶಾಸಕರು ನಡೆಸಿದ ಸಭೆ ತೃಪ್ತಿಕರವಾಗಿಲ್ಲ ಎಂದು ಹೋರಾಟಗಾರ ಅಲ್ಲಮಪ್ರಭು ಬೆಟ್ಟದೂರು ಹೇಳಿದರು. ಬಲ್ದೋಟಾ ಕಂಪನಿಯ ವಿಸ್ತರಣೆಯಿಂದ ಸುತ್ತಮುತ್ತಲಿನ ಗ್ರಾಮಗಳ ಜನರಿಗೆ ತೊಂದರೆಯಾಗುತ್ತಿದ್ದು, ಶಾಸಕರು ಕೇವಲ ಅಡ್ಡಗೋಡೆಯ ಮೇಲೆ ದೀಪ ಇಟ್ಟಂತೆ ಮಾತನಾಡಿದ್ದಾರೆ. ಕುರಿಗಾಯಿಗಳ ಸಮಸ್ಯೆಗೆ ಶಾಶ್ವತ ಪರಿಹಾರ ಕಂಡುಕೊಳ್ಳಬೇಕು ಎಂದು ಒತ್ತಾಯಿಸಿದರು. ಉಪವಿಭಾಗಕ್ಕೆ ಬದಲಿಸಿದ್ದು ಈ ಕುರಿತು ಶಾಸಕರು ಸ್ಪಷ್ಟ ನಿರ್ಧಾರಕ್ಕೆ ಬರಬೇಕು. ಜಿಲ್ಲಾಡಳಿತ ಕೂಡಲೇ ಸಭೆ ಕರೆದು ಕುರಿಗಾಯಿಗಳಿಗೆ ಮೇವು ಹಾಗೂ ನೀರಿನ ವ್ಯವಸ್ಥೆ ಮಾಡಬೇಕು. ಕಾರ್ಖಾನೆಗಳಿಂದ ಹೊರಬರುವ ಕಲುಷಿತ ನೀರಿನಿಂದ ಜಾನುವಾರುಗಳು ಸಾವನ್ನಪ್ಪುತ್ತಿವೆ. ಈ ಕುರಿತು ತಜ್ಞರ ಸಮಿತಿ ರಚಿಸಿ ವರದಿ ಪಡೆಯಬೇಕು. ಕಂಪನಿಗಳು ಪರಿಸರ ನಿಯಮಗಳನ್ನು ಪಾಲಿಸುತ್ತಿಲ್ಲ ಎಂದು ಆರೋಪಿಸಿದರು. ಸಭೆಯಲ್ಲಿ ಹೋರಾಟ ಸಮಿತಿಯ ಮುಖಂಡರು, ರೈತರು ಹಾಗೂ ಕುರಿಗಾಯಿಗಳು ಪಾಲ್ಗೊಂಡಿದ್ದರು. [736,1168,927,1352]
section-rule [22,1210,240,1211]
bsnl-byline: ಸುದ್ದಿಮೂಲ ವಾರ್ತೆ ರಾಯಚೂರು, ಜು.27: [24,1256,141,1265]
page-number: 5 [915,66,933,99]
twitter-link[interactable]: t twitter.com/@suddimoola22 [682,87,809,97]
top-headline: ಪತ್ರಕರ್ತರಿಗೆ ನಿವೇಶನ ನೀಡುವೆ - ಡಾ.ಅಜಯಸಿಂಗ್ [258,144,761,179]
amenities-headline-1: ಮೂಲಭೂತ ಸೌಕರ್ಯ ; ಪರಿಹರಿಸಲು [488,820,674,838]
amenities-kicker: ಸಾರ್ವಜನಿಕ ಸಮಸ್ಯೆಗಳಿಗೆ ಸ್ಪಂದಿಸಿದ ಸಚಿವ [488,802,629,815]
mid-left-body: ಸುದ್ದಿಮೂಲ ವಾರ್ತೆ ಬಳಗಾನೂರು, ಜು.27: ಪಟ್ಟಣದ ವಾರ್ಡ್ ನಂ 9 ರಲ್ಲಿ ಅಂಗನವಾಡಿ ಕೇಂದ್ರ ಹಾಗೂ ಶಿಕ್ಷಕರ ಸಿಬ್ಬಂದಿ ಶ್ರೀ ಲಕ್ಷ್ಮಿ ನಾರಾಯಣ ದೇವಸ್ಥಾನ ಪಕ್ಕದ ಬಯಲು ಜಾಗ ಮತ್ತು ಮಹಿಳೆಯರ ಬಯಲು ಶೌಚಾಲಯವಾಗಿ ಮಾರ್ಪಟ್ಟಿದೆ. ಇದರಿಂದಾಗಿ ನಿರಂತರ ಗಬ್ಬು ವಾಸನೆ ಹರಡುತ್ತಿದ್ದು ಸಾರ್ವಜನಿಕರು ತೀವ್ರ ತೊಂದರೆ ಅನುಭವಿಸುತ್ತಿದ್ದಾರೆ. ನ್ಯಾಯಾಲಯದ ಆದೇಶವಿದ್ದರೂ ಸಂಬಂಧಿಸಿದ ಅಧಿಕಾರಿಗಳು ಯಾವುದೇ ಕ್ರಮ ಕೈಗೊಂಡಿಲ್ಲ. ಪಟ್ಟಣ ಪಂಚಾಯಿತಿ ಅಧಿಕಾರಿಗಳ ನಿರ್ಲಕ್ಷ್ಯದಿಂದ ಸಮಸ್ಯೆ ಉಲ್ಬಣಗೊಂಡಿದ್ದು ಕೂಡಲೇ ಕ್ರಮ ಕೈಗೊಳ್ಳಬೇಕು. ಈ ಪ್ರಕರಣ ನ್ಯಾಯಾಲಯದ ಹಂತದಲ್ಲಿದ್ದು 2025ರ ಮಾರ್ಚ್ ತಿಂಗಳಲ್ಲಿ ಆದೇಶ ಹೊರಬಿದ್ದಿದ್ದರೂ ಪಾಲನೆಯಾಗಿಲ್ಲ. ಇಲ್ಲಿನ ಸ್ವಚ್ಛತೆ ಕಾಪಾಡಿ ಶೌಚಾಲಯ ನಿರ್ಮಿಸುವಂತೆ ಹನುಮೇಶ ಮಿಲ್ಟ್ರಿ ಆಗ್ರಹಿಸಿದ್ದಾರೆ. ನಿರ್ಲಕ್ಷ್ಯ ವಹಿಸಿದ ಅಧಿಕಾರಿಗಳ ವಿರುದ್ಧ ಕಾನೂನು ಕ್ರಮ ಜರುಗಿಸಬೇಕು ಎಂದು ಒತ್ತಾಯಿಸಿದ್ದಾರೆ. ಪಟ್ಟಣದ ವಾರ್ಡ್ ನಂ 9 ರಲ್ಲಿ ಅಂಗನವಾಡಿ ಕೇಂದ್ರ ಹಾಗೂ ಶಿಕ್ಷಕರ ಸಿಬ್ಬಂದಿ ಶ್ರೀ ಲಕ್ಷ್ಮಿ ನಾರಾಯಣ ದೇವಸ್ಥಾನ ಪಕ್ಕದ ಬಯಲು ಜಾಗ ಮತ್ತು ಮಹಿಳೆಯರ ಬಯಲು ಶೌಚಾಲಯವಾಗಿ ಮಾರ್ಪಟ್ಟಿದೆ. ಇದರಿಂದಾಗಿ ನಿರಂತರ ಗಬ್ಬು ವಾಸನೆ ಹರಡುತ್ತಿದ್ದು ಸಾರ್ವಜನಿಕರು ತೀವ್ರ ತೊಂದರೆ ಅನುಭವಿಸುತ್ತಿದ್ದಾರೆ. ನ್ಯಾಯಾಲಯದ ಆದೇಶವಿದ್ದರೂ ಸಂಬಂಧಿಸಿದ ಅಧಿಕಾರಿಗಳು ಯಾವುದೇ ಕ್ರಮ ಕೈಗೊಂಡಿಲ್ಲ. ಪಟ್ಟಣ ಪಂಚಾಯಿತಿ ಅಧಿಕಾರಿಗಳ ನಿರ್ಲಕ್ಷ್ಯದಿಂದ ಸಮಸ್ಯೆ ಉಲ್ಬಣಗೊಂಡಿದ್ದು ಕೂಡಲೇ ಕ್ರಮ ಕೈಗೊಳ್ಳಬೇಕು. ಈ ಪ್ರಕರಣ ನ್ಯಾಯಾಲಯದ ಹಂತದಲ್ಲಿದ್ದು 2025ರ ಮಾರ್ಚ್ ತಿಂಗಳಲ್ಲಿ ಆದೇಶ ಹೊರಬಿದ್ದಿದ್ದರೂ ಪಾಲನೆಯಾಗಿಲ್ಲ. ಇಲ್ಲಿನ ಸ್ವಚ್ಛತೆ ಕಾಪಾಡಿ ಶೌಚಾಲಯ ನಿರ್ಮಿಸುವಂತೆ ಹನುಮೇಶ ಮಿಲ್ಟ್ರಿ ಆಗ್ರಹಿಸಿದ್ದಾರೆ. ನಿರ್ಲಕ್ಷ್ಯ ವಹಿಸಿದ ಅಧಿಕಾರಿಗಳ ವಿರುದ್ಧ ಕಾನೂನು ಕ್ರಮ ಜರುಗಿಸಬೇಕು ಎಂದು ಒತ್ತಾಯಿಸಿದ್ದಾರೆ. [256,660,470,842]
painter-article [794,800,927,1082]
epaper-link[interactable]: ▶ https://epaper.suddimoola.in [198,87,330,97]
column-rule [478,482,479,1082]
bsnl-headline-1: ನಿವೃತ್ತ ಬಿಎಸ್‌ಎನ್‌ಎಲ್ ನೌಕರರಿಂದ ಪ್ರತಿಭಟನೆ, [24,1216,193,1229]
section-rule [484,796,927,797]
basava-title: ಬಸವಗೀತೆ [89,127,155,151]
mid-left-byline: ಸುದ್ದಿಮೂಲ ವಾರ್ತೆ ಬಳಗಾನೂರು, ಜು.27: [256,660,370,669]
masthead-logo: ಸುದ್ದಿಮೂಲ [22,64,141,99]
nav-row-2: • ರಾಯಚೂರು • ಕೊಪ್ಪಳ • ಯಾದಗಿರಿ • ಕಲಬುರಗಿ • ವಿಜಯನಗರ • ಬೀದರ [365,86,605,96]
nav-item[interactable]: ಯಾದಗಿರಿ [456,86,485,96]
painter-byline: ಸುದ್ದಿಮೂಲ ವಾರ್ತೆ ರಾಯಚೂರು, ಜು.27: [796,846,926,855]
nav-item[interactable]: ಮೈಸೂರು [551,70,580,80]
